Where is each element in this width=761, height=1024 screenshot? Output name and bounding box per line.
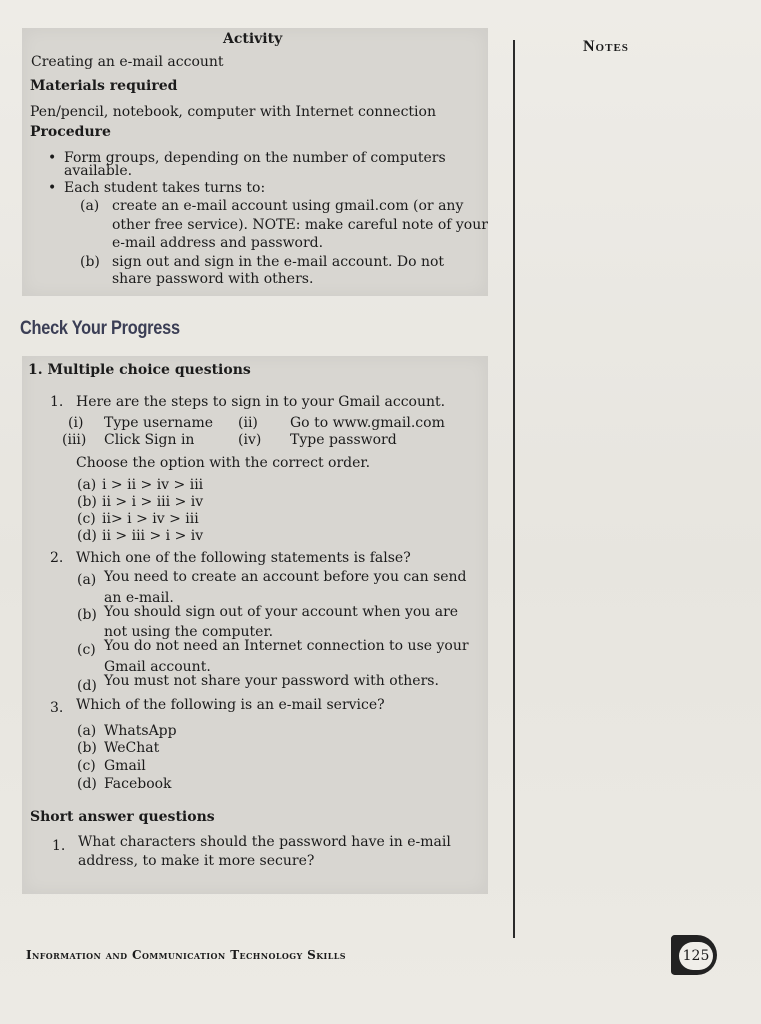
- q1-text: Here are the steps to sign in to your Gmail account.: [76, 394, 446, 410]
- sq1-number: 1.: [52, 838, 66, 854]
- step-a-line1: create an e-mail account using gmail.com (or any: [112, 198, 464, 214]
- procedure-heading: Procedure: [30, 124, 111, 140]
- notes-title: Notes: [583, 38, 629, 55]
- option-marker: (a): [77, 723, 97, 739]
- q1-step-text: Type username: [104, 415, 214, 431]
- short-answer-heading: Short answer questions: [30, 809, 215, 825]
- bullet-2-line1: Each student takes turns to:: [64, 180, 266, 196]
- column-divider: [513, 40, 515, 938]
- option-marker: (a): [77, 572, 97, 588]
- materials-heading: Materials required: [30, 78, 178, 94]
- option-marker: (b): [77, 740, 97, 756]
- option-text: ii > i > iii > iv: [102, 494, 204, 510]
- q3-number: 3.: [50, 700, 64, 716]
- activity-heading: Activity: [223, 31, 283, 47]
- option-marker: (d): [77, 776, 97, 792]
- bullet-dot: •: [48, 150, 57, 166]
- option-marker: (c): [77, 758, 96, 774]
- option-text: Gmail account.: [104, 659, 211, 675]
- q3-text: Which of the following is an e-mail service?: [76, 697, 385, 713]
- step-a-line3: e-mail address and password.: [112, 235, 324, 251]
- option-text: i > ii > iv > iii: [102, 477, 204, 493]
- q1-step-marker: (ii): [238, 415, 258, 431]
- q1-step-text: Type password: [290, 432, 397, 448]
- option-text: ii > iii > i > iv: [102, 528, 204, 544]
- step-b-line2: share password with others.: [112, 271, 314, 287]
- q1-step-marker: (iv): [238, 432, 262, 448]
- option-text: You should sign out of your account when you are: [104, 604, 459, 620]
- option-text: Gmail: [104, 758, 146, 774]
- step-b-marker: (b): [80, 254, 100, 270]
- option-text: not using the computer.: [104, 624, 274, 640]
- option-text: WhatsApp: [104, 723, 177, 739]
- q1-instruction: Choose the option with the correct order.: [76, 455, 371, 471]
- q1-number: 1.: [50, 394, 64, 410]
- sq1-line1: What characters should the password have in e-mail: [78, 834, 451, 850]
- step-a-line2: other free service). NOTE: make careful note of your: [112, 217, 488, 233]
- step-b-line1: sign out and sign in the e-mail account. Do not: [112, 254, 445, 270]
- option-marker: (d): [77, 678, 97, 694]
- option-marker: (b): [77, 494, 97, 510]
- option-text: You do not need an Internet connection to use your: [104, 638, 469, 654]
- activity-title: Creating an e-mail account: [31, 54, 224, 70]
- option-text: ii> i > iv > iii: [102, 511, 199, 527]
- option-marker: (b): [77, 607, 97, 623]
- q1-step-text: Go to www.gmail.com: [290, 415, 445, 431]
- page-number: 125: [679, 942, 713, 970]
- sq1-line2: address, to make it more secure?: [78, 853, 315, 869]
- option-text: You must not share your password with others.: [104, 673, 439, 689]
- option-text: WeChat: [104, 740, 160, 756]
- check-progress-title: Check Your Progress: [20, 318, 180, 339]
- bullet-1-line2: available.: [64, 163, 133, 179]
- option-marker: (d): [77, 528, 97, 544]
- option-text: Facebook: [104, 776, 172, 792]
- page-footer: Information and Communication Technology Skills: [26, 948, 346, 962]
- mcq-heading: 1. Multiple choice questions: [28, 362, 251, 378]
- q2-text: Which one of the following statements is false?: [76, 550, 411, 566]
- option-marker: (c): [77, 642, 96, 658]
- materials-text: Pen/pencil, notebook, computer with Internet connection: [30, 104, 436, 120]
- bullet-1-line1: Form groups, depending on the number of computers: [64, 150, 446, 166]
- option-marker: (c): [77, 511, 96, 527]
- q1-step-marker: (i): [68, 415, 84, 431]
- option-text: You need to create an account before you can send: [104, 569, 467, 585]
- q1-step-marker: (iii): [62, 432, 87, 448]
- q2-number: 2.: [50, 550, 64, 566]
- q1-step-text: Click Sign in: [104, 432, 195, 448]
- option-text: an e-mail.: [104, 590, 174, 606]
- option-marker: (a): [77, 477, 97, 493]
- bullet-dot: •: [48, 180, 57, 196]
- step-a-marker: (a): [80, 198, 100, 214]
